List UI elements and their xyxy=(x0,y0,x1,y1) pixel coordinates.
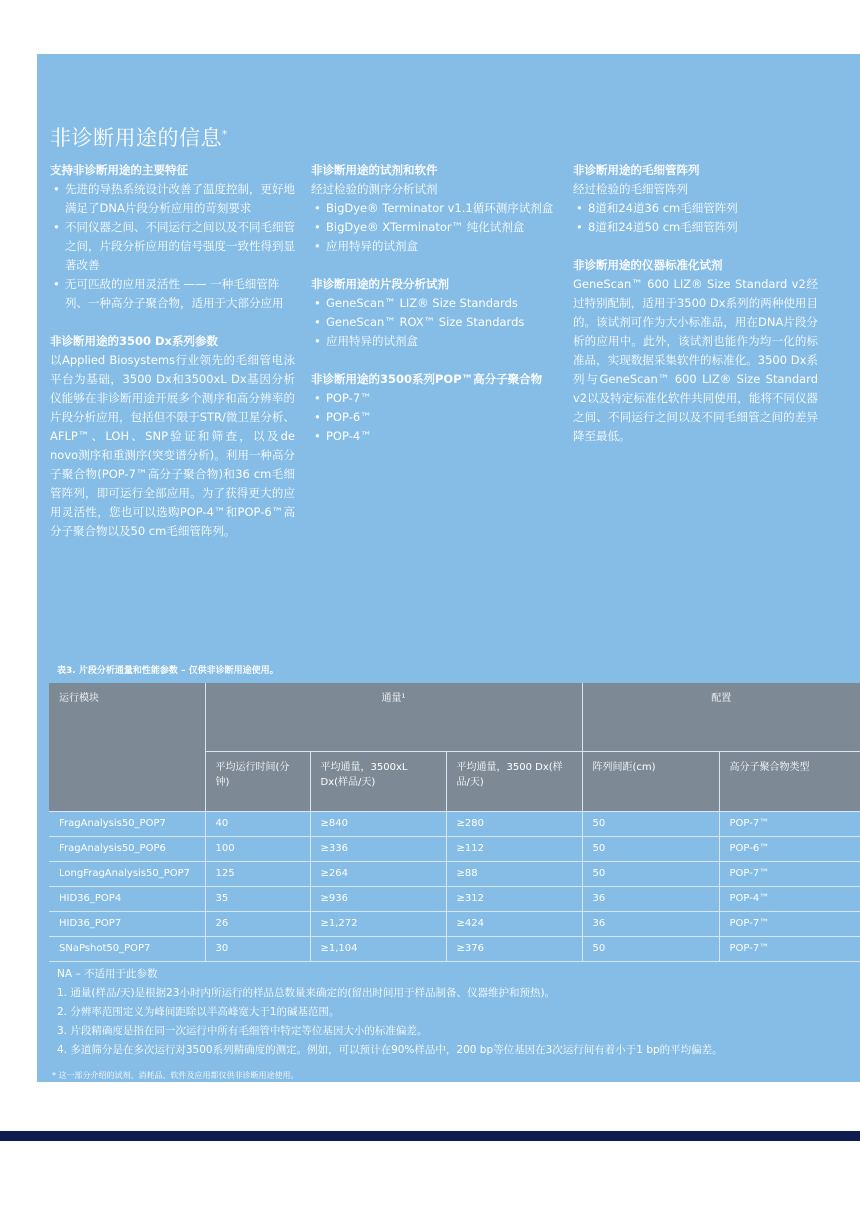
list-item: • GeneScan™ ROX™ Size Standards xyxy=(311,313,556,332)
table-row xyxy=(49,886,860,911)
list-item: • 8道和24道50 cm毛细管阵列 xyxy=(573,218,818,237)
section-heading: 非诊断用途的毛细管阵列 xyxy=(573,163,700,177)
footnote: * 这一部分介绍的试剂、消耗品、软件及应用都仅供非诊断用途使用。 xyxy=(52,1071,299,1080)
cell: ≥312 xyxy=(446,886,582,911)
cell: ≥280 xyxy=(446,811,582,836)
cell: LongFragAnalysis50_POP7 xyxy=(49,861,205,886)
cell: ≥336 xyxy=(310,836,446,861)
section-heading: 非诊断用途的3500系列POP™高分子聚合物 xyxy=(311,372,543,386)
subheading: 经过检验的测序分析试剂 xyxy=(311,182,438,196)
table-row xyxy=(49,836,860,861)
feature-list xyxy=(50,180,295,313)
bottom-bar xyxy=(0,1131,860,1141)
column-features xyxy=(50,161,295,541)
cell: 50 xyxy=(582,811,719,836)
cell: 100 xyxy=(205,836,310,861)
cell: 36 xyxy=(582,911,719,936)
cell: ≥88 xyxy=(446,861,582,886)
cell: 26 xyxy=(205,911,310,936)
header-array-length: 阵列间距(cm) xyxy=(582,751,719,811)
cell: 50 xyxy=(582,861,719,886)
list-item: • BigDye® XTerminator™ 纯化试剂盒 xyxy=(311,218,556,237)
header-run-module: 运行模块 xyxy=(49,683,205,811)
cell: 30 xyxy=(205,936,310,961)
reagent-list xyxy=(311,199,556,256)
note: 3. 片段精确度是指在同一次运行中所有毛细管中特定等位基因大小的标准偏差。 xyxy=(57,1025,428,1037)
cell: ≥424 xyxy=(446,911,582,936)
cell: 50 xyxy=(582,936,719,961)
table-row xyxy=(49,911,860,936)
header-polymer-type: 高分子聚合物类型 xyxy=(719,751,860,811)
list-item: • 8道和24道36 cm毛细管阵列 xyxy=(573,199,818,218)
section-heading: 支持非诊断用途的主要特征 xyxy=(50,163,188,177)
list-item: • BigDye® Terminator v1.1循环测序试剂盒 xyxy=(311,199,556,218)
table-row xyxy=(49,811,860,836)
cell: 125 xyxy=(205,861,310,886)
performance-table xyxy=(49,683,860,962)
cell: ≥376 xyxy=(446,936,582,961)
list-item: • POP-6™ xyxy=(311,408,556,427)
table-caption: 表3. 片段分析通量和性能参数 – 仅供非诊断用途使用。 xyxy=(57,666,279,676)
cell: POP-7™ xyxy=(719,936,860,961)
fragment-reagent-list xyxy=(311,294,556,351)
list-item: • 先进的导热系统设计改善了温度控制，更好地满足了DNA片段分析应用的苛刻要求 xyxy=(50,180,295,218)
header-config: 配置 xyxy=(582,683,860,751)
note: NA – 不适用于此参数 xyxy=(57,968,158,980)
note: 4. 多道筛分是在多次运行对3500系列精确度的测定。例如，可以预计在90%样品中，200 bp等位基因在3次运行间有着小于1 bp的平均偏差。 xyxy=(57,1044,723,1056)
list-item: • 不同仪器之间、不同运行之间以及不同毛细管之间，片段分析应用的信号强度一致性得到显著改善 xyxy=(50,218,295,275)
cell: ≥1,272 xyxy=(310,911,446,936)
cell: 35 xyxy=(205,886,310,911)
cell: 36 xyxy=(582,886,719,911)
table-row xyxy=(49,861,860,886)
section-heading: 非诊断用途的3500 Dx系列参数 xyxy=(50,334,218,348)
list-item: • POP-7™ xyxy=(311,389,556,408)
cell: ≥1,104 xyxy=(310,936,446,961)
cell: POP-7™ xyxy=(719,861,860,886)
column-arrays xyxy=(573,161,818,446)
cell: POP-4™ xyxy=(719,886,860,911)
cell: POP-7™ xyxy=(719,811,860,836)
cell: ≥840 xyxy=(310,811,446,836)
note: 1. 通量(样品/天)是根据23小时内所运行的样品总数量来确定的(留出时间用于样品制备、仪器维护和预热)。 xyxy=(57,987,556,999)
cell: 40 xyxy=(205,811,310,836)
header-avg-run-time: 平均运行时间(分钟) xyxy=(205,751,310,811)
header-throughput-xl: 平均通量，3500xL Dx(样品/天) xyxy=(310,751,446,811)
list-item: • 应用特异的试剂盒 xyxy=(311,237,556,256)
cell: FragAnalysis50_POP7 xyxy=(49,811,205,836)
page-title: 非诊断用途的信息* xyxy=(50,126,228,150)
polymer-list xyxy=(311,389,556,446)
table-notes xyxy=(57,965,723,1060)
cell: POP-7™ xyxy=(719,911,860,936)
paragraph: 以Applied Biosystems行业领先的毛细管电泳平台为基础，3500 Dx和3500xL Dx基因分析仪能够在非诊断用途开展多个测序和高分辨率的片段分析应用，包括但不限于STR/微卫星分析、AFLP™、LOH、SNP验证和筛查，以及de novo测序和重测序(突变谱分析)。利用一种高分子聚合物(POP-7™高分子聚合物)和36 cm毛细管阵列，即可运行全部应用。为了获得更大的应用灵活性，您也可以选购POP-4™和POP-6™高分子聚合物以及50 cm毛细管阵列。 xyxy=(50,353,295,538)
array-list xyxy=(573,199,818,237)
cell: SNaPshot50_POP7 xyxy=(49,936,205,961)
table-row xyxy=(49,936,860,961)
cell: FragAnalysis50_POP6 xyxy=(49,836,205,861)
header-throughput: 通量¹ xyxy=(205,683,582,751)
cell: ≥264 xyxy=(310,861,446,886)
paragraph: GeneScan™ 600 LIZ® Size Standard v2经过特别配制，适用于3500 Dx系列的两种使用目的。该试剂可作为大小标准品，用在DNA片段分析的应用中。此外，该试剂也能作为均一化的标准品，实现数据采集软件的标准化。3500 Dx系列与GeneScan™ 600 LIZ® Size Standard v2以及特定标准化软件共同使用，能将不同仪器之间、不同运行之间以及不同毛细管之间的差异降至最低。 xyxy=(573,277,818,443)
cell: 50 xyxy=(582,836,719,861)
section-heading: 非诊断用途的试剂和软件 xyxy=(311,163,438,177)
cell: HID36_POP4 xyxy=(49,886,205,911)
list-item: • 无可匹敌的应用灵活性 —— 一种毛细管阵列、一种高分子聚合物，适用于大部分应用 xyxy=(50,275,295,313)
list-item: • POP-4™ xyxy=(311,427,556,446)
list-item: • 应用特异的试剂盒 xyxy=(311,332,556,351)
section-heading: 非诊断用途的仪器标准化试剂 xyxy=(573,258,723,272)
cell: ≥112 xyxy=(446,836,582,861)
note: 2. 分辨率范围定义为峰间距除以半高峰宽大于1的碱基范围。 xyxy=(57,1006,340,1018)
cell: ≥936 xyxy=(310,886,446,911)
section-heading: 非诊断用途的片段分析试剂 xyxy=(311,277,449,291)
subheading: 经过检验的毛细管阵列 xyxy=(573,182,688,196)
header-throughput-dx: 平均通量，3500 Dx(样品/天) xyxy=(446,751,582,811)
cell: POP-6™ xyxy=(719,836,860,861)
cell: HID36_POP7 xyxy=(49,911,205,936)
list-item: • GeneScan™ LIZ® Size Standards xyxy=(311,294,556,313)
column-reagents xyxy=(311,161,556,446)
